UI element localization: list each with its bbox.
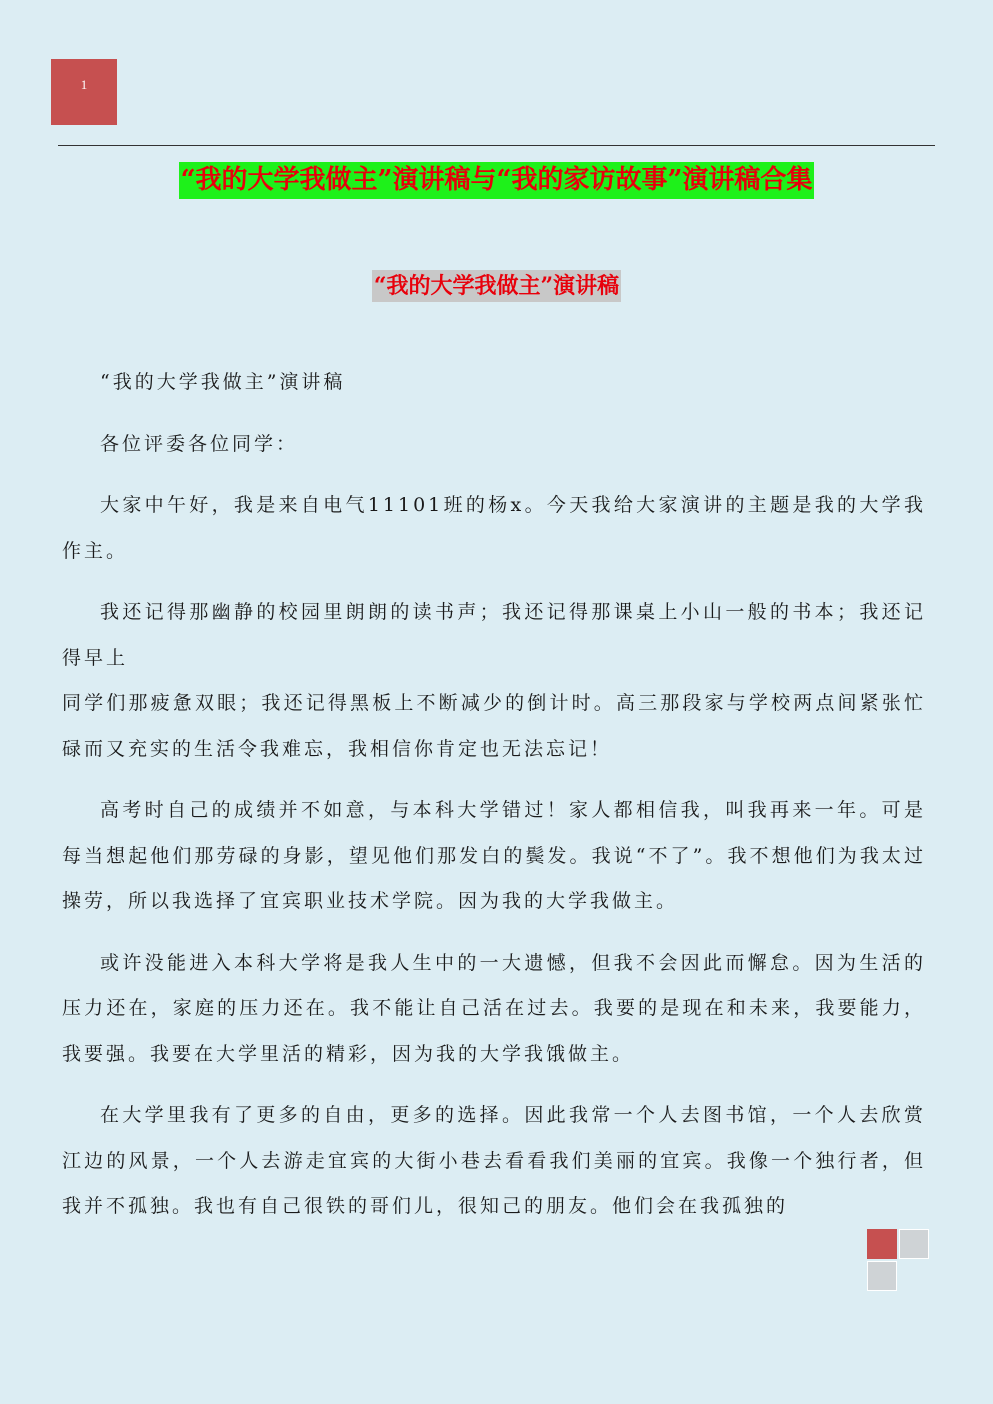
paragraph: 高考时自己的成绩并不如意，与本科大学错过！家人都相信我，叫我再来一年。可是每当想起他们那劳碌的身影，望见他们那发白的鬓发。我说“不了”。我不想他们为我太过操劳，所以我选择了宜宾职业技术学院。因为我的大学我做主。 (62, 799, 926, 912)
paragraph (62, 590, 926, 772)
decoration-square (899, 1229, 929, 1259)
paragraph-heading: “我的大学我做主”演讲稿 (100, 371, 346, 393)
page-number: 1 (80, 77, 88, 92)
paragraph-line: 我还记得那幽静的校园里朗朗的读书声；我还记得那课桌上小山一般的书本；我还记得早上 (62, 601, 926, 669)
paragraph-line: 同学们那疲惫双眼；我还记得黑板上不断减少的倒计时。高三那段家与学校两点间紧张忙碌而又充实的生活令我难忘，我相信你肯定也无法忘记！ (62, 692, 926, 760)
paragraph: 或许没能进入本科大学将是我人生中的一大遗憾，但我不会因此而懈怠。因为生活的压力还在，家庭的压力还在。我不能让自己活在过去。我要的是现在和未来，我要能力，我要强。我要在大学里活的精彩，因为我的大学我饿做主。 (62, 951, 926, 1065)
body-text (62, 360, 926, 1246)
decoration-square (867, 1261, 897, 1291)
main-title-container (0, 162, 993, 199)
paragraph: 大家中午好，我是来自电气11101班的杨x。今天我给大家演讲的主题是我的大学我作主。 (62, 494, 926, 562)
paragraph: 在大学里我有了更多的自由，更多的选择。因此我常一个人去图书馆，一个人去欣赏江边的风景，一个人去游走宜宾的大街小巷去看看我们美丽的宜宾。我像一个独行者，但我并不孤独。我也有自己很铁的哥们儿，很知己的朋友。他们会在我孤独的 (62, 1104, 926, 1217)
decoration-square (867, 1229, 897, 1259)
paragraph-salutation: 各位评委各位同学： (100, 432, 299, 455)
section-title: “我的大学我做主”演讲稿 (372, 270, 621, 302)
header-divider (58, 145, 935, 146)
section-title-container (0, 270, 993, 302)
page-number-badge (51, 59, 117, 125)
main-title: “我的大学我做主”演讲稿与“我的家访故事”演讲稿合集 (179, 162, 815, 199)
corner-decoration (867, 1229, 933, 1293)
